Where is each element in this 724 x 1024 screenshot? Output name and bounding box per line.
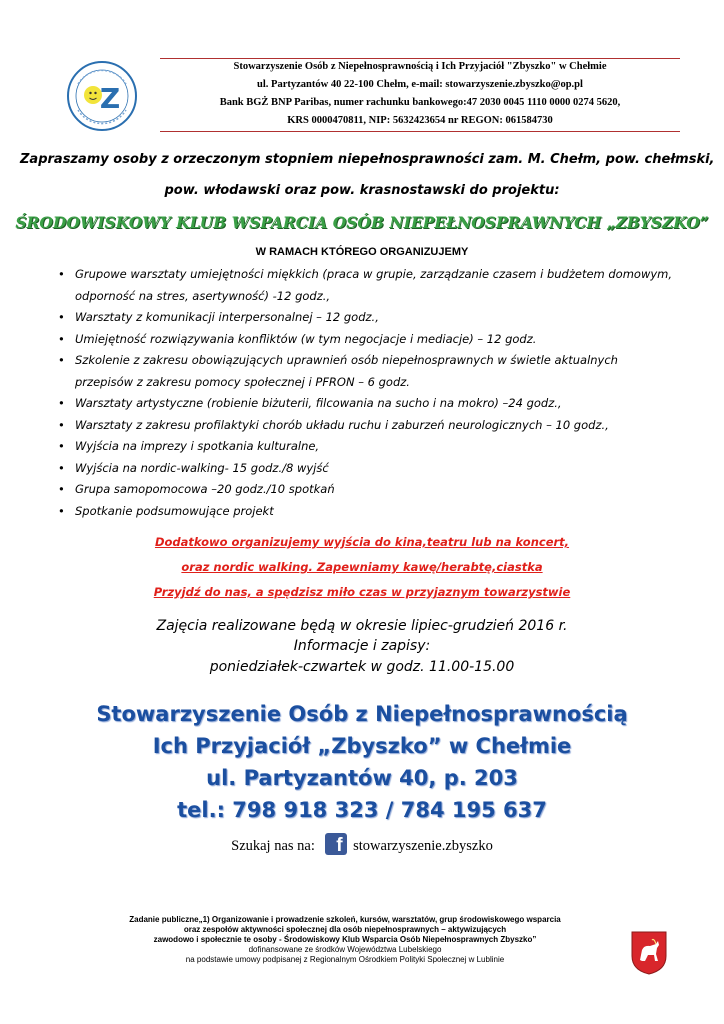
intro-line-2: pow. włodawski oraz pow. krasnostawski do projektu: <box>164 183 560 198</box>
schedule-info-label: Informacje i zapisy: <box>293 638 431 654</box>
header-org-name: Stowarzyszenie Osób z Niepełnosprawnością i Ich Przyjaciół "Zbyszko" w Chełmie <box>233 61 607 72</box>
intro-line-1: Zapraszamy osoby z orzeczonym stopniem niepełnosprawności zam. M. Chełm, pow. chełmski, <box>20 152 715 167</box>
activities-list <box>58 264 678 522</box>
list-item: • Umiejętność rozwiązywania konfliktów (w tym negocjacje i mediacje) – 12 godz. <box>58 329 678 351</box>
svg-text:Z: Z <box>99 82 121 115</box>
facebook-handle: stowarzyszenie.zbyszko <box>353 838 493 854</box>
extras-line-1: Dodatkowo organizujemy wyjścia do kina,teatru lub na koncert, <box>154 535 570 549</box>
header-rule-bottom <box>160 131 680 132</box>
extras-line-2: oraz nordic walking. Zapewniamy kawę/herabtę,ciastka <box>181 560 543 574</box>
header-bank: Bank BGŻ BNP Paribas, numer rachunku bankowego:47 2030 0045 1110 0000 0274 5620, <box>219 97 621 108</box>
list-item: • Wyjścia na nordic-walking- 15 godz./8 wyjść <box>58 458 678 480</box>
list-item: • Grupa samopomocowa –20 godz./10 spotkań <box>58 479 678 501</box>
project-title: ŚRODOWISKOWY KLUB WSPARCIA OSÓB NIEPEŁNOSPRAWNYCH „ZBYSZKO” <box>15 213 709 232</box>
org-phone: tel.: 798 918 323 / 784 195 637 <box>177 798 547 822</box>
list-item: • Grupowe warsztaty umiejętności miękkich (praca w grupie, zarządzanie czasem i budżetem domowym, odporność na stres, asertywność) -12 godz., <box>58 264 678 307</box>
facebook-row <box>0 833 724 855</box>
org-name-line-1: Stowarzyszenie Osób z Niepełnosprawnością <box>96 702 628 726</box>
header-block <box>160 58 680 130</box>
association-logo <box>66 60 138 132</box>
extras-line-3: Przyjdź do nas, a spędzisz miło czas w przyjaznym towarzystwie <box>153 585 571 599</box>
facebook-icon: f <box>325 833 347 855</box>
footer-line-5: na podstawie umowy podpisanej z Regionalnym Ośrodkiem Polityki Społecznej w Lublinie <box>185 955 505 964</box>
footer-line-2: oraz zespołów aktywności społecznej dla osób niepełnosprawnych – aktywizujących <box>183 925 507 934</box>
list-item: • Spotkanie podsumowujące projekt <box>58 501 678 523</box>
header-registry: KRS 0000470811, NIP: 5632423654 nr REGON: 061584730 <box>287 115 553 126</box>
region-emblem-icon <box>630 930 668 976</box>
footer-line-1: Zadanie publiczne„1) Organizowanie i prowadzenie szkoleń, kursów, warsztatów, grup środowiskowego wsparcia <box>129 915 561 924</box>
list-item: • Warsztaty artystyczne (robienie biżuterii, filcowania na sucho i na mokro) –24 godz., <box>58 393 678 415</box>
facebook-prefix: Szukaj nas na: <box>231 838 315 854</box>
list-item: • Warsztaty z komunikacji interpersonalnej – 12 godz., <box>58 307 678 329</box>
header-address: ul. Partyzantów 40 22-100 Chełm, e-mail: stowarzyszenie.zbyszko@op.pl <box>257 79 583 90</box>
list-item: • Szkolenie z zakresu obowiązujących uprawnień osób niepełnosprawnych w świetle aktualnych przepisów z zakresu pomocy społecznej i PFRON – 6 godz. <box>58 350 678 393</box>
schedule-hours: poniedziałek-czwartek w godz. 11.00-15.00 <box>209 659 515 675</box>
list-item: • Wyjścia na imprezy i spotkania kulturalne, <box>58 436 678 458</box>
footer-line-4: dofinansowane ze środków Województwa Lubelskiego <box>248 945 442 954</box>
footer-line-3: zawodowo i społecznie te osoby - Środowiskowy Klub Wsparcia Osób Niepełnosprawnych Zbyszko” <box>153 935 537 944</box>
list-item: • Warsztaty z zakresu profilaktyki chorób układu ruchu i zaburzeń neurologicznych – 10 godz., <box>58 415 678 437</box>
activities-heading: W RAMACH KTÓREGO ORGANIZUJEMY <box>255 246 469 258</box>
org-name-line-2: Ich Przyjaciół „Zbyszko” w Chełmie <box>152 734 572 758</box>
schedule-period: Zajęcia realizowane będą w okresie lipiec-grudzień 2016 r. <box>156 618 568 634</box>
funding-footer <box>100 915 590 965</box>
org-address: ul. Partyzantów 40, p. 203 <box>206 766 518 790</box>
